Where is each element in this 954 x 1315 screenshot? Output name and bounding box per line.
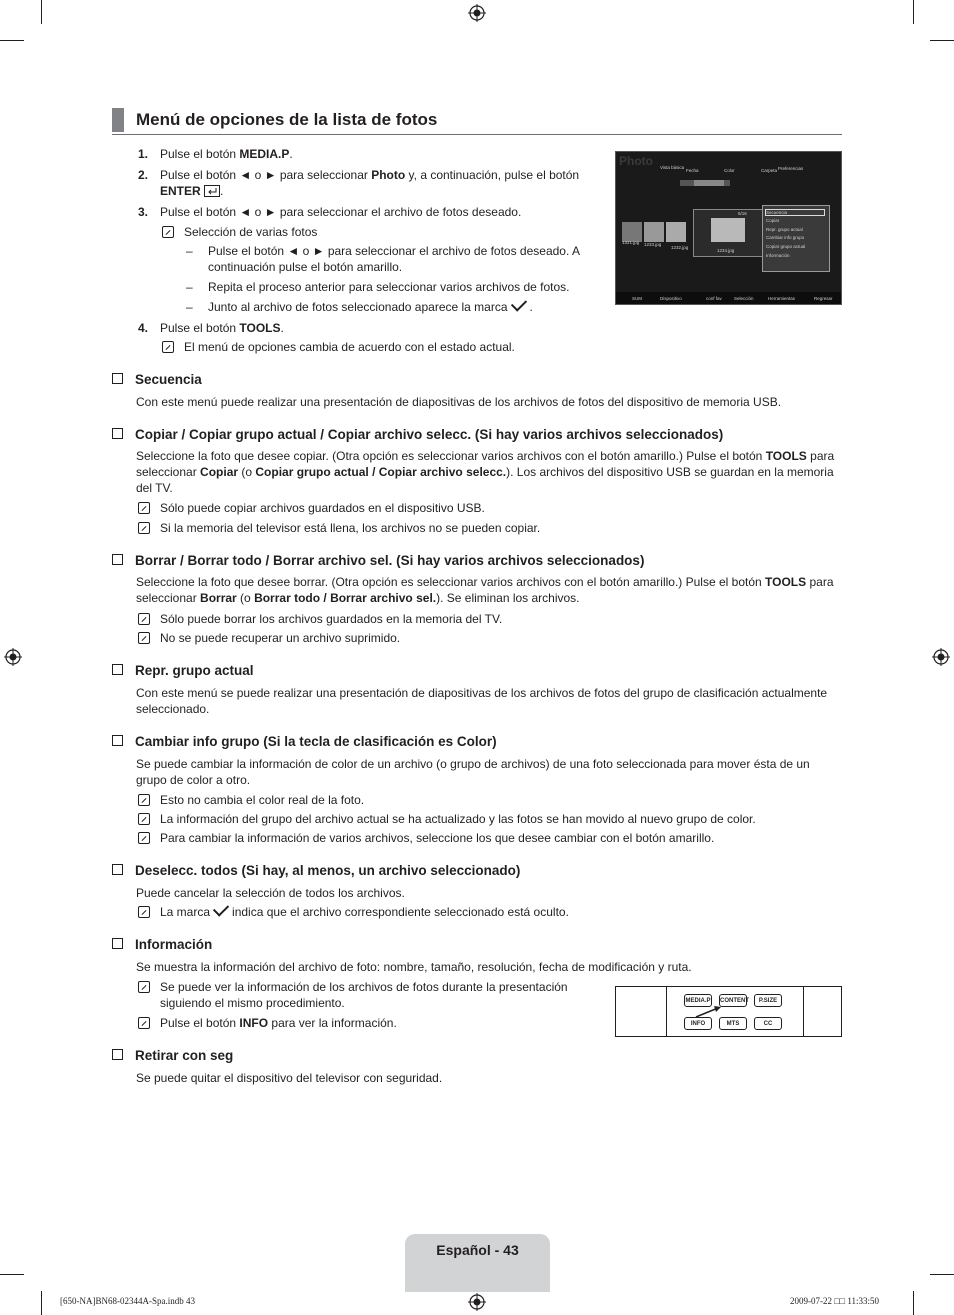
note-icon xyxy=(162,226,174,238)
section-heading-secuencia xyxy=(112,372,202,387)
pointer-arrow-icon xyxy=(694,1005,724,1019)
step-bold: MEDIA.P xyxy=(239,147,290,161)
registration-mark-icon xyxy=(932,648,950,666)
para-bold: Borrar xyxy=(200,591,237,605)
tv-filename: 1321.jpg xyxy=(622,240,640,245)
section-heading-text: Deselecc. todos (Si hay, al menos, un archivo seleccionado) xyxy=(135,863,521,878)
tv-filename: 1233.jpg xyxy=(644,242,662,247)
tv-bottom-label: Selección xyxy=(734,296,754,301)
check-mark-icon xyxy=(510,295,526,311)
para-bold: TOOLS xyxy=(765,575,807,589)
checkbox-bullet-icon xyxy=(112,554,123,565)
note-text: Sólo puede copiar archivos guardados en el dispositivo USB. xyxy=(160,501,485,515)
tv-menu-item: Cambiar info grupo xyxy=(766,235,805,240)
crop-mark xyxy=(913,0,914,24)
content-button: CONTENT xyxy=(719,994,747,1007)
tv-bottom-label: Dispositivo xyxy=(660,296,682,301)
para-text: ). Los archivos del dispositivo USB se guardan en la memoria del TV. xyxy=(136,465,834,495)
tv-tab: Fecha xyxy=(686,168,699,173)
note-icon xyxy=(138,981,150,993)
note-text: Esto no cambia el color real de la foto. xyxy=(160,793,365,807)
cc-button: CC xyxy=(754,1017,782,1030)
checkbox-bullet-icon xyxy=(112,373,123,384)
tv-tab: Color xyxy=(724,168,735,173)
crop-mark xyxy=(930,40,954,41)
enter-icon xyxy=(204,185,220,197)
section-heading-retirar xyxy=(112,1048,233,1063)
step-number: 2. xyxy=(138,168,149,182)
page-number-tab xyxy=(405,1234,550,1292)
step-text: y, a continuación, pulse el botón xyxy=(405,168,580,182)
section-heading-informacion xyxy=(112,937,212,952)
tv-slider-thumb xyxy=(694,180,724,186)
step-text: . xyxy=(280,321,284,335)
note-text: Selección de varias fotos xyxy=(184,225,318,239)
note-icon xyxy=(138,613,150,625)
section-paragraph: Se puede quitar el dispositivo del televisor con seguridad. xyxy=(136,1071,443,1085)
page-title: Menú de opciones de la lista de fotos xyxy=(136,110,438,129)
para-text: Seleccione la foto que desee copiar. (Otra opción es seleccionar varios archivos con el botón amarillo.) Pulse el botón xyxy=(136,449,766,463)
para-text: Seleccione la foto que desee borrar. (Otra opción es seleccionar varios archivos con el botón amarillo.) Pulse el botón xyxy=(136,575,766,589)
note-bold: INFO xyxy=(239,1016,269,1030)
note-icon xyxy=(138,502,150,514)
section-heading-text: Información xyxy=(135,937,213,952)
section-paragraph: Se muestra la información del archivo de foto: nombre, tamaño, resolución, fecha de modificación y ruta. xyxy=(136,960,692,974)
para-bold: TOOLS xyxy=(765,449,807,463)
section-heading-text: Secuencia xyxy=(135,372,202,387)
note-text: Pulse el botón xyxy=(160,1016,240,1030)
section-paragraph: Con este menú puede realizar una presentación de diapositivas de los archivos de fotos del dispositivo de memoria USB. xyxy=(136,395,782,409)
section-paragraph xyxy=(136,448,842,496)
tv-tab: Carpeta xyxy=(761,168,778,173)
crop-mark xyxy=(0,40,24,41)
title-marker xyxy=(112,108,124,132)
section-heading-text: Cambiar info grupo (Si la tecla de clasificación es Color) xyxy=(135,734,497,749)
tv-menu-item: Repr. grupo actual xyxy=(766,227,803,232)
tv-counter: 5/16 xyxy=(738,211,747,216)
crop-mark xyxy=(0,1274,24,1275)
dash-symbol: – xyxy=(186,300,193,314)
tv-thumbnail xyxy=(644,222,664,242)
tv-tab: Preferencias xyxy=(778,166,804,171)
note-icon xyxy=(138,522,150,534)
checkbox-bullet-icon xyxy=(112,864,123,875)
tv-filename: 1232.jpg xyxy=(671,245,689,250)
step-text: . xyxy=(220,184,224,198)
section-heading-deselecc xyxy=(112,863,520,878)
step-text: Pulse el botón ◄ o ► para seleccionar xyxy=(160,168,372,182)
para-text: ). Se eliminan los archivos. xyxy=(436,591,580,605)
step-number: 1. xyxy=(138,147,149,161)
note-icon xyxy=(138,632,150,644)
dash-text: Repita el proceso anterior para seleccionar varios archivos de fotos. xyxy=(208,280,570,294)
tv-options-menu xyxy=(762,205,830,272)
imprint-date: 2009-07-22 □□ 11:33:50 xyxy=(790,1296,880,1306)
section-paragraph xyxy=(136,574,842,606)
note-text: indica que el archivo correspondiente seleccionado está oculto. xyxy=(232,905,569,919)
note-icon xyxy=(138,813,150,825)
mts-button: MTS xyxy=(719,1017,747,1030)
crop-mark xyxy=(913,1291,914,1315)
checkbox-bullet-icon xyxy=(112,1049,123,1060)
para-text: (o xyxy=(238,465,256,479)
checkbox-bullet-icon xyxy=(112,428,123,439)
tv-bottom-label: Regresar xyxy=(814,296,833,301)
para-text: para seleccionar xyxy=(136,449,835,479)
step-number: 3. xyxy=(138,205,149,219)
tv-header: Photo xyxy=(619,154,653,168)
tv-menu-item: Secuencia xyxy=(765,209,825,216)
tv-screenshot xyxy=(615,151,842,305)
tv-bottom-label: SUM xyxy=(632,296,642,301)
dash-text: Junto al archivo de fotos seleccionado aparece la marca xyxy=(208,300,508,314)
para-text: (o xyxy=(236,591,255,605)
note-icon xyxy=(162,341,174,353)
section-paragraph: Con este menú se puede realizar una presentación de diapositivas de los archivos de fotos del grupo de clasificación actualmente seleccionado. xyxy=(136,686,828,716)
tv-bottom-label: Herramientas xyxy=(768,296,796,301)
checkbox-bullet-icon xyxy=(112,664,123,675)
step-number: 4. xyxy=(138,321,149,335)
para-bold: Borrar todo / Borrar archivo sel. xyxy=(254,591,437,605)
note-text: Sólo puede borrar los archivos guardados en la memoria del TV. xyxy=(160,612,503,626)
tv-preview xyxy=(711,218,745,242)
note-text: Se puede ver la información de los archivos de fotos durante la presentación siguiendo el mismo procedimiento. xyxy=(160,980,568,1010)
crop-mark xyxy=(41,0,42,24)
section-heading-text: Repr. grupo actual xyxy=(135,663,254,678)
note-text: La marca xyxy=(160,905,211,919)
check-mark-icon xyxy=(213,900,229,916)
page-title-bar xyxy=(112,108,842,135)
note-text: Para cambiar la información de varios archivos, seleccione los que desee cambiar con el botón amarillo. xyxy=(160,831,715,845)
section-paragraph: Puede cancelar la selección de todos los archivos. xyxy=(136,886,405,900)
section-paragraph: Se puede cambiar la información de color de un archivo (o grupo de archivos) de una foto seleccionada para mover ésta de un grupo de color a otro. xyxy=(136,757,810,787)
step-bold: ENTER xyxy=(160,184,201,198)
tv-menu-item: Copiar grupo actual xyxy=(766,244,806,249)
registration-mark-icon xyxy=(468,1293,486,1311)
tv-thumbnail xyxy=(666,222,686,242)
tv-bottom-label: conf fav xyxy=(706,296,722,301)
section-heading-borrar xyxy=(112,553,644,568)
step-text: Pulse el botón ◄ o ► para seleccionar el archivo de fotos deseado. xyxy=(160,205,522,219)
crop-mark xyxy=(41,1291,42,1315)
section-heading-text: Copiar / Copiar grupo actual / Copiar archivo selecc. (Si hay varios archivos seleccionados) xyxy=(135,427,724,442)
remote-control-image xyxy=(615,986,842,1037)
dash-text: Pulse el botón ◄ o ► para seleccionar el archivo de fotos deseado. A continuación pulse el botón amarillo. xyxy=(208,244,580,274)
dash-symbol: – xyxy=(186,280,193,294)
imprint-file: [650-NA]BN68-02344A-Spa.indb 43 xyxy=(60,1296,195,1306)
tv-menu-item: Información xyxy=(766,253,790,258)
page-number: Español - 43 xyxy=(436,1242,519,1258)
step-text: Pulse el botón xyxy=(160,321,240,335)
section-heading-cambiar xyxy=(112,734,497,749)
step-text: . xyxy=(289,147,293,161)
tv-thumbnail xyxy=(622,222,642,242)
note-text: La información del grupo del archivo actual se ha actualizado y las fotos se han movido al nuevo grupo de color. xyxy=(160,812,756,826)
section-heading-repr xyxy=(112,663,254,678)
section-heading-text: Borrar / Borrar todo / Borrar archivo sel. (Si hay varios archivos seleccionados) xyxy=(135,553,645,568)
crop-mark xyxy=(930,1274,954,1275)
checkbox-bullet-icon xyxy=(112,938,123,949)
step-text: Pulse el botón xyxy=(160,147,240,161)
dash-text: . xyxy=(529,300,533,314)
info-button: INFO xyxy=(684,1017,712,1030)
dash-symbol: – xyxy=(186,244,193,258)
note-text: para ver la información. xyxy=(268,1016,397,1030)
para-bold: Copiar xyxy=(200,465,239,479)
tv-filename: 1234.jpg xyxy=(717,248,735,253)
tv-menu-item: Copiar xyxy=(766,218,780,223)
note-text: El menú de opciones cambia de acuerdo con el estado actual. xyxy=(184,340,515,354)
note-text: Si la memoria del televisor está llena, los archivos no se pueden copiar. xyxy=(160,521,541,535)
para-text: para seleccionar xyxy=(136,575,834,605)
note-text: No se puede recuperar un archivo suprimido. xyxy=(160,631,401,645)
tv-tab: Vista básica xyxy=(660,165,685,170)
section-heading-copiar xyxy=(112,427,723,442)
note-icon xyxy=(138,906,150,918)
tv-bottom-bar xyxy=(616,292,842,305)
registration-mark-icon xyxy=(4,648,22,666)
step-bold: Photo xyxy=(371,168,406,182)
hand-note-icon xyxy=(138,1017,150,1029)
note-icon xyxy=(138,794,150,806)
step-bold: TOOLS xyxy=(239,321,281,335)
checkbox-bullet-icon xyxy=(112,735,123,746)
registration-mark-icon xyxy=(468,4,486,22)
section-heading-text: Retirar con seg xyxy=(135,1048,234,1063)
para-bold: Copiar grupo actual / Copiar archivo selecc. xyxy=(255,465,507,479)
note-icon xyxy=(138,832,150,844)
p-size-button: P.SIZE xyxy=(754,994,782,1007)
media-p-button: MEDIA.P xyxy=(684,994,712,1007)
